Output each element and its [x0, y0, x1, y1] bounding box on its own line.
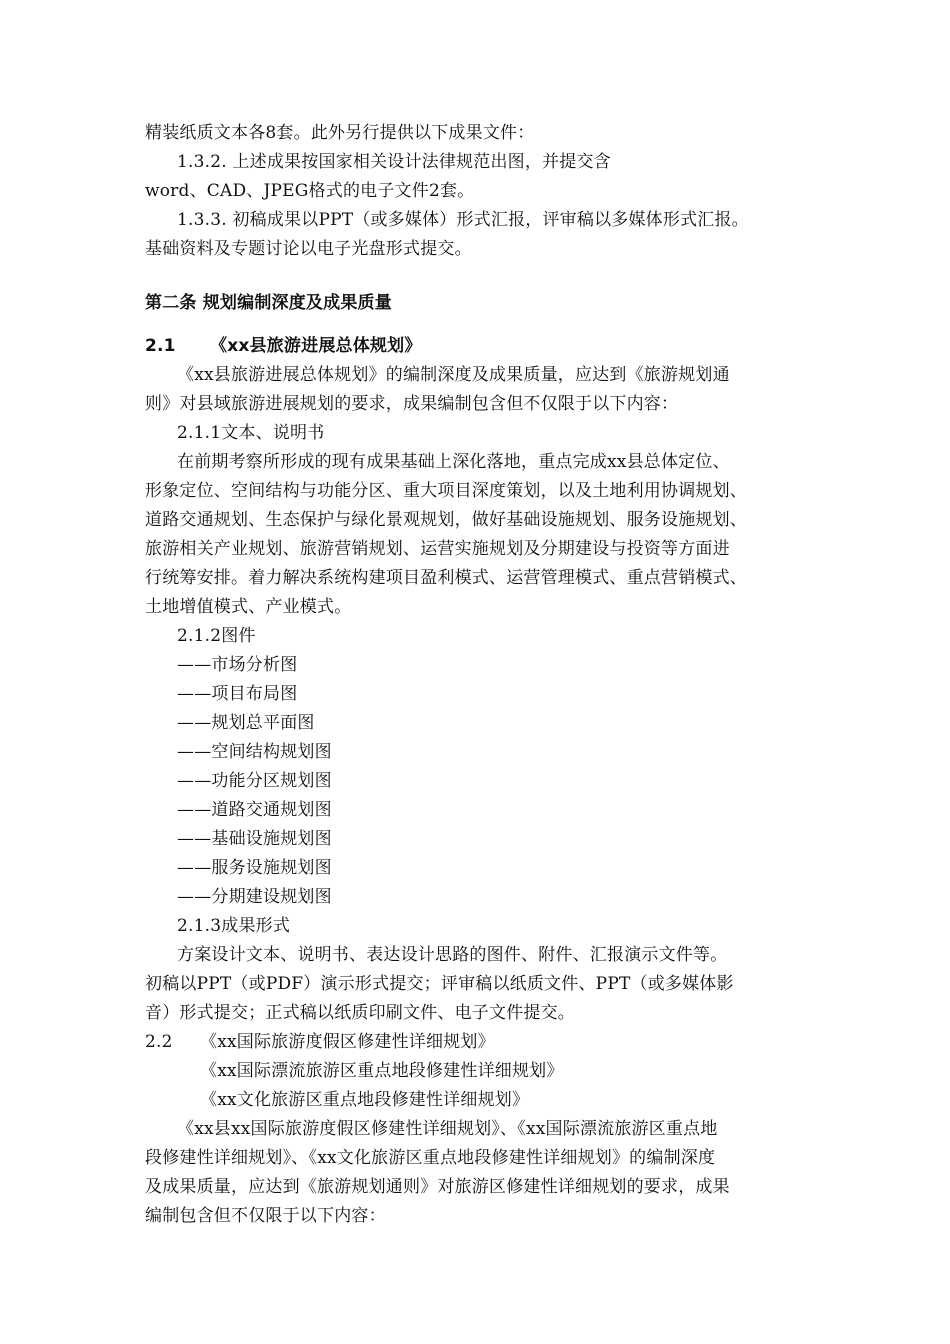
text-line: 道路交通规划、生态保护与绿化景观规划，做好基础设施规划、服务设施规划、 [145, 510, 747, 530]
list-item: ——市场分析图 [177, 655, 298, 675]
text-line: 旅游相关产业规划、旅游营销规划、运营实施规划及分期建设与投资等方面进 [145, 539, 730, 559]
text-line: 《xx县旅游进展总体规划》的编制深度及成果质量，应达到《旅游规划通 [177, 365, 730, 385]
list-item: ——功能分区规划图 [177, 771, 332, 791]
text-line: 形象定位、空间结构与功能分区、重大项目深度策划，以及土地利用协调规划、 [145, 481, 747, 501]
text-line: 初稿以PPT（或PDF）演示形式提交；评审稿以纸质文件、PPT（或多媒体影 [145, 974, 734, 994]
section-number: 2.1 [145, 336, 176, 356]
subsection-heading: 2.1.3成果形式 [177, 916, 291, 936]
text-line: 则》对县域旅游进展规划的要求，成果编制包含但不仅限于以下内容： [145, 394, 679, 414]
section-title: 《xx县旅游进展总体规划》 [210, 336, 422, 356]
text-line: word、CAD、JPEG格式的电子文件2套。 [145, 181, 475, 201]
text-line: 精装纸质文本各8套。此外另行提供以下成果文件： [145, 123, 535, 143]
subsection-heading: 2.1.1文本、说明书 [177, 423, 325, 443]
list-item: ——规划总平面图 [177, 713, 315, 733]
text-line: 基础资料及专题讨论以电子光盘形式提交。 [145, 239, 472, 259]
clause-1-3-2: 1.3.2. 上述成果按国家相关设计法律规范出图，并提交含 [177, 152, 611, 172]
list-item: ——项目布局图 [177, 684, 298, 704]
text-line: 行统筹安排。着力解决系统构建项目盈利模式、运营管理模式、重点营销模式、 [145, 568, 747, 588]
text-line: 编制包含但不仅限于以下内容： [145, 1206, 386, 1226]
text-line: 《xx县xx国际旅游度假区修建性详细规划》、《xx国际漂流旅游区重点地 [177, 1119, 718, 1139]
article-heading: 第二条 规划编制深度及成果质量 [145, 293, 392, 313]
list-item: ——道路交通规划图 [177, 800, 332, 820]
text-line: 及成果质量，应达到《旅游规划通则》对旅游区修建性详细规划的要求，成果 [145, 1177, 730, 1197]
section-title: 《xx文化旅游区重点地段修建性详细规划》 [200, 1090, 530, 1110]
list-item: ——空间结构规划图 [177, 742, 332, 762]
list-item: ——服务设施规划图 [177, 858, 332, 878]
subsection-heading: 2.1.2图件 [177, 626, 256, 646]
section-title: 《xx国际旅游度假区修建性详细规划》 [200, 1032, 495, 1052]
list-item: ——基础设施规划图 [177, 829, 332, 849]
section-number: 2.2 [145, 1032, 173, 1052]
list-item: ——分期建设规划图 [177, 887, 332, 907]
text-line: 土地增值模式、产业模式。 [145, 597, 352, 617]
text-line: 方案设计文本、说明书、表达设计思路的图件、附件、汇报演示文件等。 [177, 945, 728, 965]
text-line: 音）形式提交；正式稿以纸质印刷文件、电子文件提交。 [145, 1003, 575, 1023]
section-title: 《xx国际漂流旅游区重点地段修建性详细规划》 [200, 1061, 564, 1081]
clause-1-3-3: 1.3.3. 初稿成果以PPT（或多媒体）形式汇报，评审稿以多媒体形式汇报。 [177, 210, 749, 230]
text-line: 在前期考察所形成的现有成果基础上深化落地，重点完成xx县总体定位、 [177, 452, 730, 472]
text-line: 段修建性详细规划》、《xx文化旅游区重点地段修建性详细规划》的编制深度 [145, 1148, 716, 1168]
